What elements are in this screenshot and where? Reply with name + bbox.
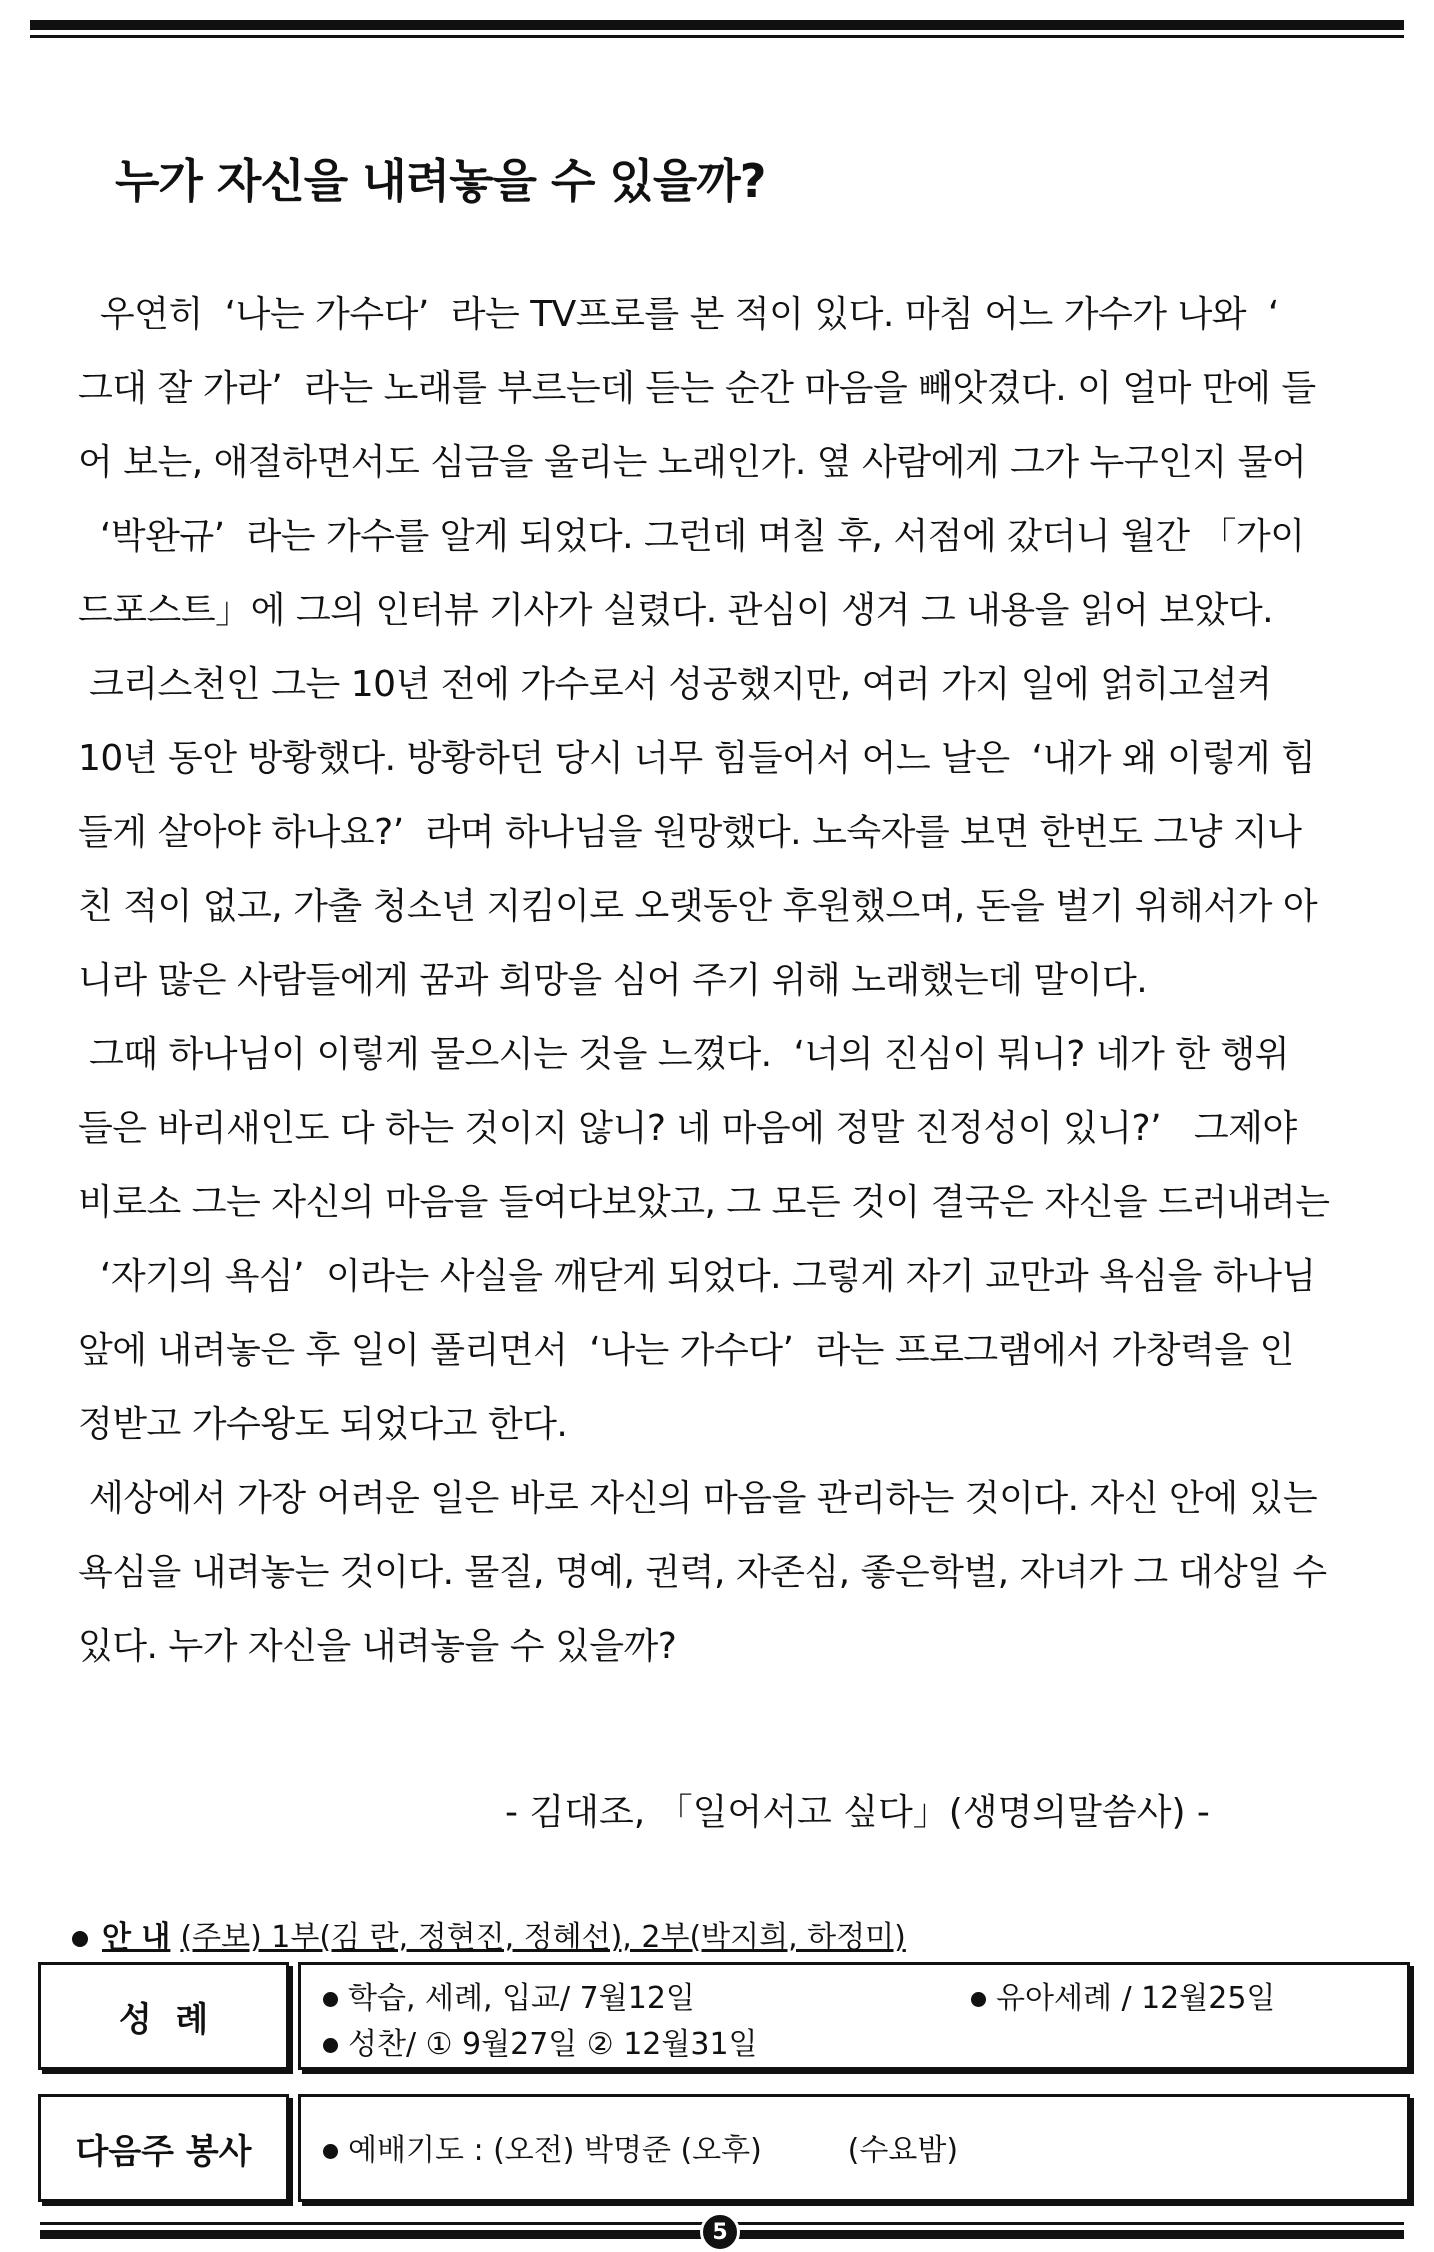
body-line: 10년 동안 방황했다. 방황하던 당시 너무 힘들어서 어느 날은 ‘내가 왜 이렇게 힘 bbox=[78, 738, 1316, 779]
body-line: 앞에 내려놓은 후 일이 풀리면서 ‘나는 가수다’ 라는 프로그램에서 가창력을 인 bbox=[78, 1330, 1294, 1371]
service-item-text: 예배기도 : (오전) 박명준 (오후) (수요밤) bbox=[348, 2133, 959, 2168]
sacraments-item-text: 유아세례 / 12월25일 bbox=[996, 1981, 1276, 2016]
page-number: 5 bbox=[700, 2212, 740, 2252]
body-line: ‘박완규’ 라는 가수를 알게 되었다. 그런데 며칠 후, 서점에 갔더니 월간 「가이 bbox=[78, 516, 1305, 557]
sacraments-label: 성 례 bbox=[118, 1999, 209, 2040]
body-line: 세상에서 가장 어려운 일은 바로 자신의 마음을 관리하는 것이다. 자신 안에 있는 bbox=[78, 1478, 1318, 1519]
bullet-icon bbox=[323, 2038, 338, 2053]
article-body bbox=[78, 278, 1378, 1684]
sacraments-item bbox=[971, 1973, 1275, 2017]
bullet-icon bbox=[971, 1992, 986, 2007]
body-line: 우연히 ‘나는 가수다’ 라는 TV프로를 본 적이 있다. 마침 어느 가수가 나와 ‘ bbox=[78, 294, 1279, 335]
sacraments-item-text: 성찬/ ① 9월27일 ② 12월31일 bbox=[348, 2027, 758, 2062]
body-line: 비로소 그는 자신의 마음을 들여다보았고, 그 모든 것이 결국은 자신을 드러내려는 bbox=[78, 1182, 1330, 1223]
service-label: 다음주 봉사 bbox=[75, 2131, 252, 2172]
body-line: 그대 잘 가라’ 라는 노래를 부르는데 듣는 순간 마음을 빼앗겼다. 이 얼마 만에 들 bbox=[78, 368, 1316, 409]
body-line: ‘자기의 욕심’ 이라는 사실을 깨닫게 되었다. 그렇게 자기 교만과 욕심을 하나님 bbox=[78, 1256, 1316, 1297]
sacraments-label-box bbox=[38, 1962, 289, 2070]
bullet-icon bbox=[323, 2144, 338, 2159]
notice-label: 안 내 bbox=[102, 1920, 171, 1955]
service-item bbox=[323, 2125, 958, 2169]
body-line: 들은 바리새인도 다 하는 것이지 않니? 네 마음에 정말 진정성이 있니?’ 그제야 bbox=[78, 1108, 1297, 1149]
bullet-icon bbox=[72, 1931, 88, 1947]
top-rule-thick bbox=[30, 20, 1404, 30]
body-line: 정받고 가수왕도 되었다고 한다. bbox=[78, 1404, 568, 1445]
notice-line bbox=[72, 1912, 906, 1956]
top-rule-thin bbox=[30, 35, 1404, 38]
body-line: 니라 많은 사람들에게 꿈과 희망을 심어 주기 위해 노래했는데 말이다. bbox=[78, 960, 1148, 1001]
body-line: 그때 하나님이 이렇게 물으시는 것을 느꼈다. ‘너의 진심이 뭐니? 네가 한 행위 bbox=[78, 1034, 1290, 1075]
body-line: 있다. 누가 자신을 내려놓을 수 있을까? bbox=[78, 1626, 677, 1667]
body-line: 들게 살아야 하나요?’ 라며 하나님을 원망했다. 노숙자를 보면 한번도 그냥 지나 bbox=[78, 812, 1302, 853]
notice-text: (주보) 1부(김 란, 정현진, 정혜선), 2부(박지희, 하정미) bbox=[180, 1920, 906, 1955]
sacraments-content-box bbox=[298, 1962, 1410, 2070]
body-line: 친 적이 없고, 가출 청소년 지킴이로 오랫동안 후원했으며, 돈을 벌기 위해서가 아 bbox=[78, 886, 1318, 927]
body-line: 드포스트」에 그의 인터뷰 기사가 실렸다. 관심이 생겨 그 내용을 읽어 보았다. bbox=[78, 590, 1274, 631]
service-label-box bbox=[38, 2094, 289, 2202]
source-citation: - 김대조, 「일어서고 싶다」(생명의말씀사) - bbox=[505, 1792, 1210, 1833]
bullet-icon bbox=[323, 1992, 338, 2007]
body-line: 크리스천인 그는 10년 전에 가수로서 성공했지만, 여러 가지 일에 얽히고설켜 bbox=[78, 664, 1272, 705]
sacraments-item bbox=[323, 2019, 758, 2063]
service-content-box bbox=[298, 2094, 1410, 2202]
body-line: 욕심을 내려놓는 것이다. 물질, 명예, 권력, 자존심, 좋은학벌, 자녀가 그 대상일 수 bbox=[78, 1552, 1327, 1593]
sacraments-item bbox=[323, 1973, 695, 2017]
sacraments-item-text: 학습, 세례, 입교/ 7월12일 bbox=[348, 1981, 695, 2016]
article-title: 누가 자신을 내려놓을 수 있을까? bbox=[115, 154, 766, 208]
body-line: 어 보는, 애절하면서도 심금을 울리는 노래인가. 옆 사람에게 그가 누구인지 물어 bbox=[78, 442, 1307, 483]
